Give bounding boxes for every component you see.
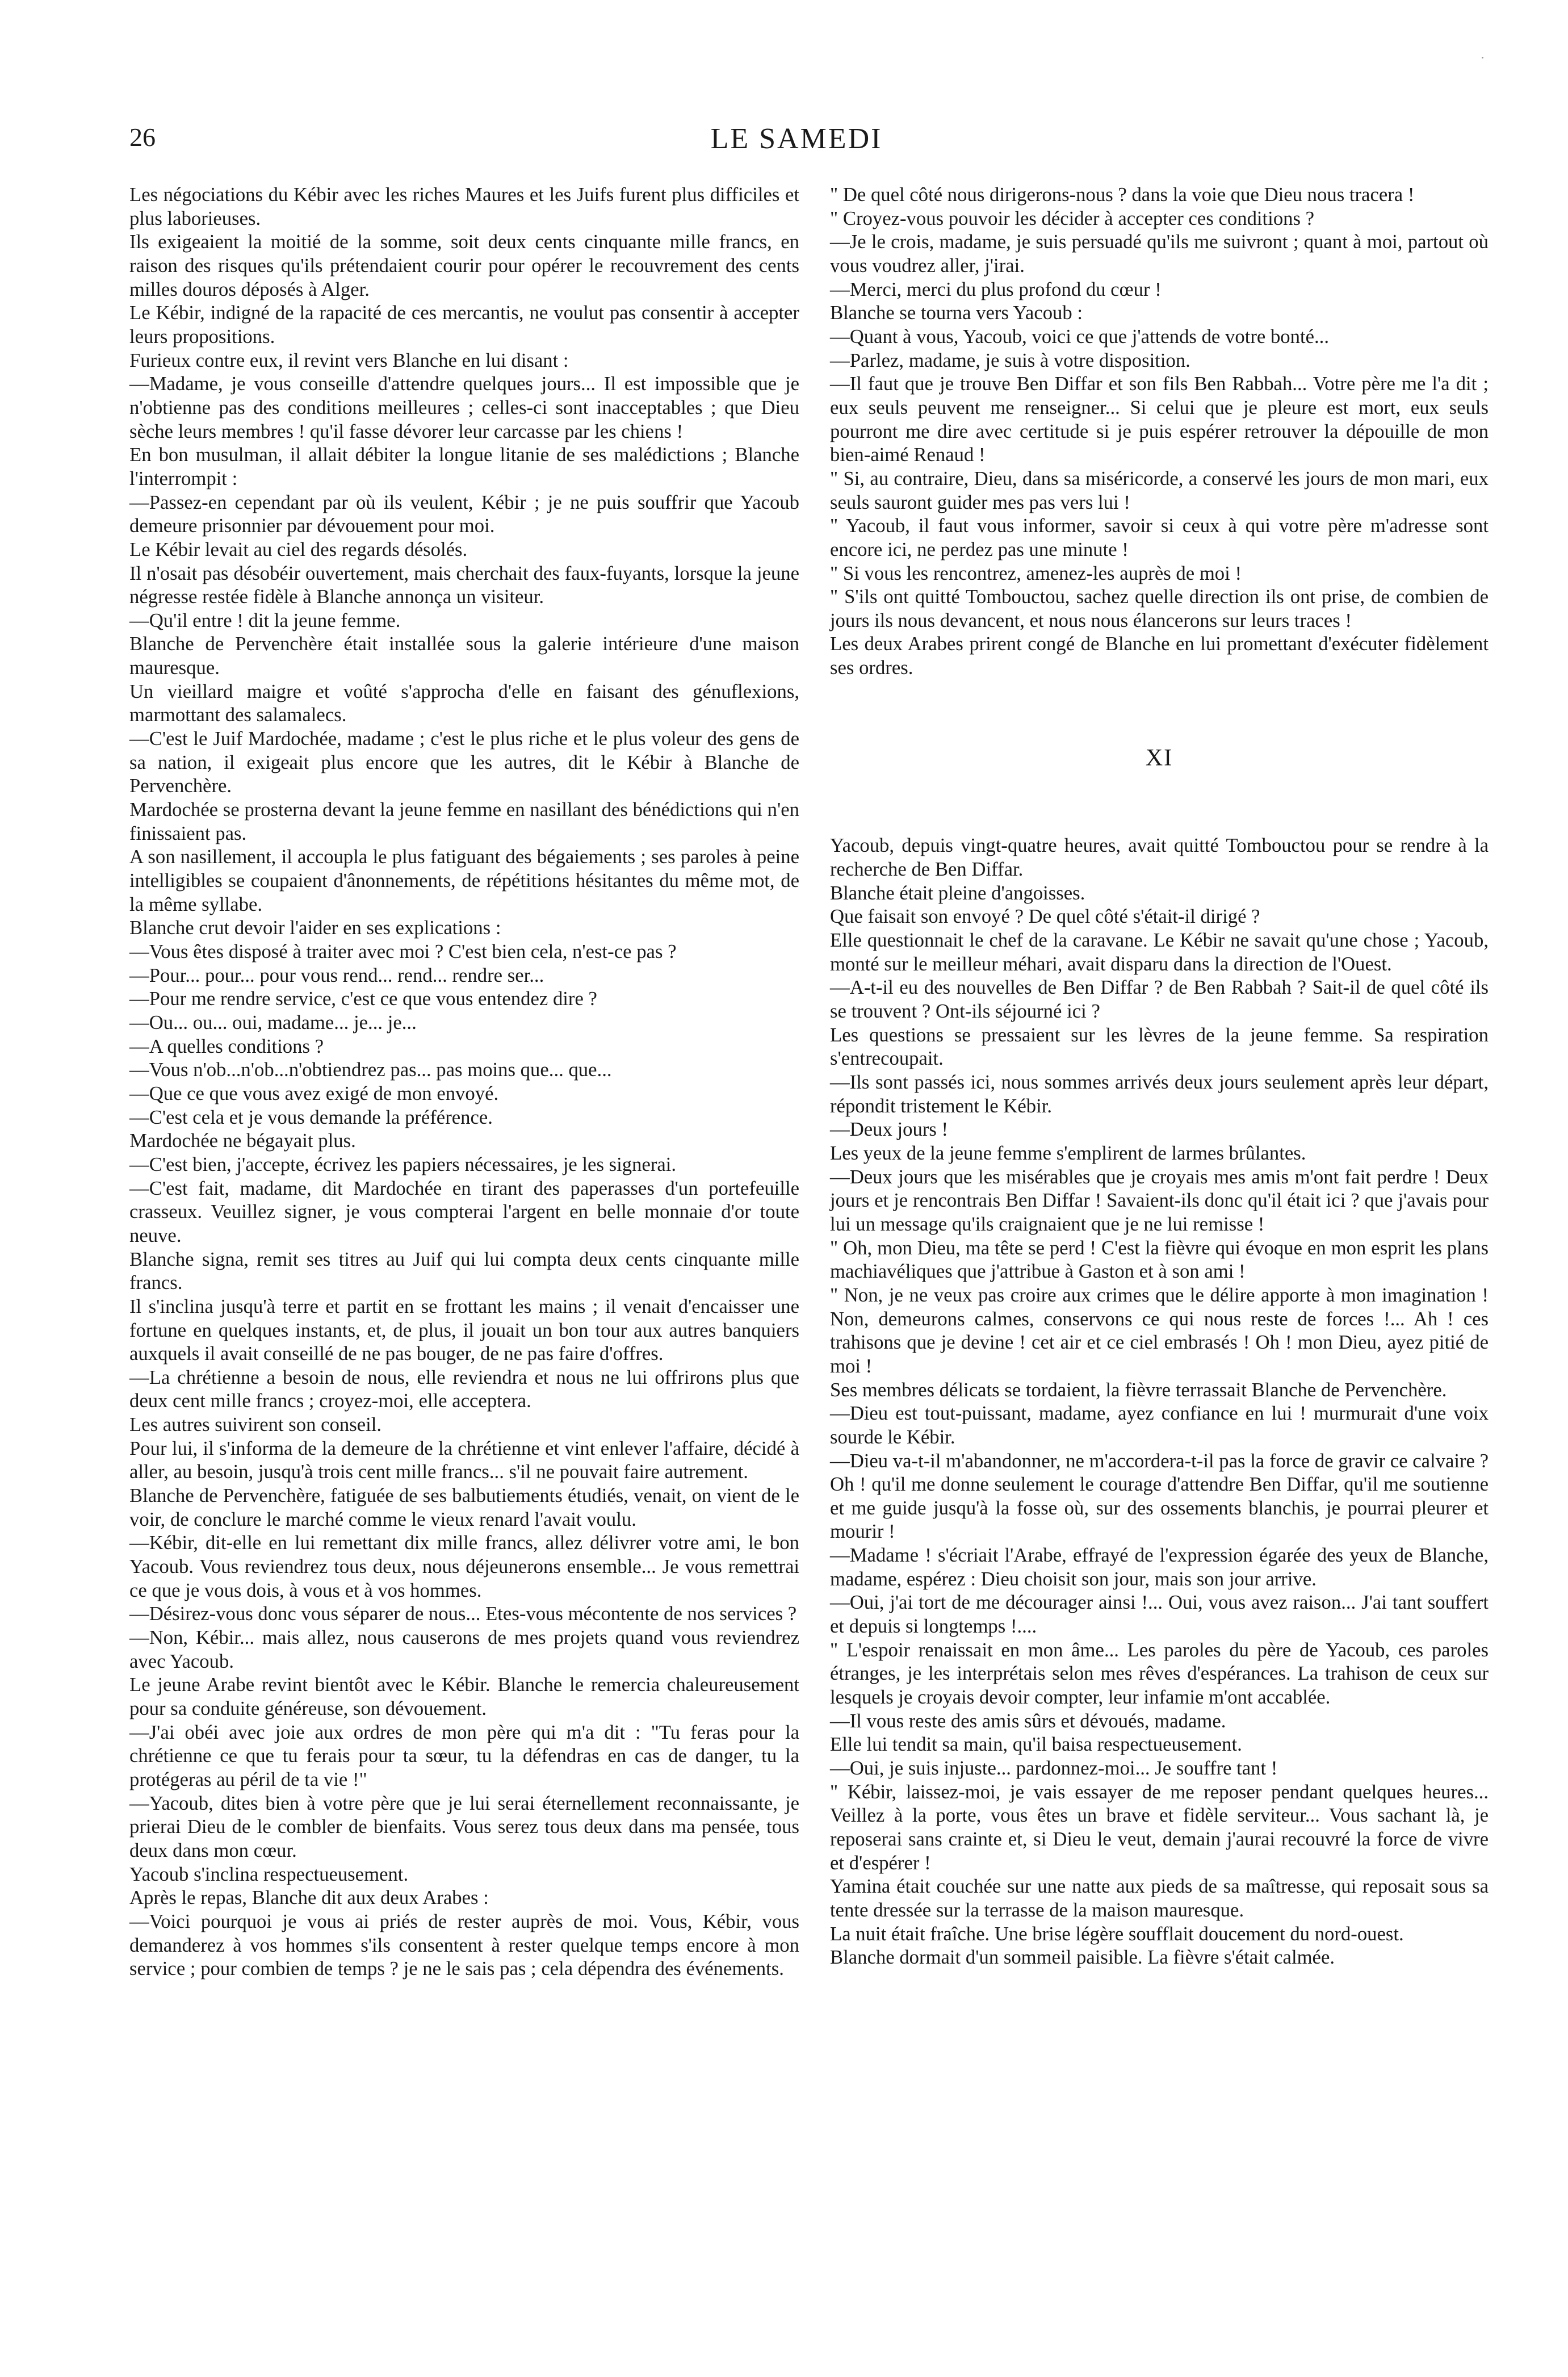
paragraph: " De quel côté nous dirigerons-nous ? dans la voie que Dieu nous tracera !	[830, 183, 1415, 206]
paragraph: —Ou... ou... oui, madame... je... je...	[129, 1011, 417, 1033]
paragraph: Yamina était couchée sur une natte aux pieds de sa maîtresse, qui reposait sous sa tente dressée sur la terrasse de la maison mauresque.	[830, 1875, 1489, 1921]
paragraph: —Parlez, madame, je suis à votre disposition.	[830, 349, 1190, 371]
paragraph: —Pour... pour... pour vous rend... rend... rendre ser...	[129, 964, 544, 986]
paragraph: Mardochée se prosterna devant la jeune femme en nasillant des bénédictions qui n'en finissaient pas.	[129, 798, 799, 844]
paragraph: —Yacoub, dites bien à votre père que je lui serai éternellement reconnaissante, je prierai Dieu de le combler de bienfaits. Vous serez tous deux dans ma pensée, tous deux dans mon cœur.	[129, 1792, 799, 1861]
paragraph: —Deux jours que les misérables que je croyais mes amis m'ont fait perdre ! Deux jours et je rencontrais Ben Diffar ! Savaient-ils donc qu'il était ici ? que j'avais pour lui un message qu'ils craignaient que je ne lui remisse !	[830, 1165, 1489, 1235]
paragraph: A son nasillement, il accoupla le plus fatiguant des bégaiements ; ses paroles à peine intelligibles se coupaient d'ânonnements, de répétitions hésitantes du même mot, de la même syllabe.	[129, 846, 799, 915]
paragraph: " Yacoub, il faut vous informer, savoir si ceux à qui votre père m'adresse sont encore ici, ne perdez pas une minute !	[830, 514, 1489, 560]
paragraph: Il s'inclina jusqu'à terre et partit en se frottant les mains ; il venait d'encaisser une fortune en quelques instants, et, de plus, il jouait un bon tour aux autres banquiers auxquels il avait conseillé de ne pas bouger, de ne pas faire d'offres.	[129, 1295, 799, 1365]
paragraph: —Quant à vous, Yacoub, voici ce que j'attends de votre bonté...	[830, 325, 1330, 348]
paragraph: —J'ai obéi avec joie aux ordres de mon père qui m'a dit : "Tu feras pour la chrétienne ce que tu ferais pour ta sœur, tu la défendras en cas de danger, tu la protégeras au péril de ta vie !"	[129, 1721, 799, 1790]
paragraph: Mardochée ne bégayait plus.	[129, 1129, 356, 1152]
paragraph: Après le repas, Blanche dit aux deux Arabes :	[129, 1886, 489, 1909]
paragraph: Blanche crut devoir l'aider en ses explications :	[129, 917, 501, 939]
paragraph: —C'est bien, j'accepte, écrivez les papiers nécessaires, je les signerai.	[129, 1153, 677, 1175]
page-number: 26	[129, 123, 156, 152]
paragraph: " Croyez-vous pouvoir les décider à accepter ces conditions ?	[830, 207, 1315, 229]
paragraph: La nuit était fraîche. Une brise légère soufflait doucement du nord-ouest.	[830, 1922, 1404, 1945]
paragraph: " Si, au contraire, Dieu, dans sa miséricorde, a conservé les jours de mon mari, eux seuls sauront guider mes pas vers lui !	[830, 467, 1489, 513]
paragraph: —C'est cela et je vous demande la préférence.	[129, 1106, 493, 1128]
paragraph: " S'ils ont quitté Tombouctou, sachez quelle direction ils ont prise, de combien de jours ils nous devancent, et nous nous élancerons sur leurs traces !	[830, 585, 1489, 631]
paragraph: " Si vous les rencontrez, amenez-les auprès de moi !	[830, 562, 1242, 584]
paragraph: —Oui, je suis injuste... pardonnez-moi... Je souffre tant !	[830, 1757, 1278, 1780]
paragraph: —Qu'il entre ! dit la jeune femme.	[129, 609, 401, 631]
paragraph: —Madame ! s'écriait l'Arabe, effrayé de l'expression égarée des yeux de Blanche, madame, espérez : Dieu choisit son jour, mais son jour arrive.	[830, 1544, 1489, 1590]
paragraph: —Désirez-vous donc vous séparer de nous... Etes-vous mécontente de nos services ?	[129, 1602, 797, 1625]
paragraph: Le Kébir, indigné de la rapacité de ces mercantis, ne voulut pas consentir à accepter leurs propositions.	[129, 302, 799, 348]
paragraph: Les yeux de la jeune femme s'emplirent de larmes brûlantes.	[830, 1141, 1306, 1164]
paragraph: " Oh, mon Dieu, ma tête se perd ! C'est la fièvre qui évoque en mon esprit les plans machiavéliques que j'attribue à Gaston et à son ami !	[830, 1236, 1489, 1283]
paragraph: —Dieu est tout-puissant, madame, ayez confiance en lui ! murmurait d'une voix sourde le Kébir.	[830, 1402, 1489, 1448]
paragraph: —Que ce que vous avez exigé de mon envoyé.	[129, 1082, 499, 1104]
paragraph: —C'est le Juif Mardochée, madame ; c'est le plus riche et le plus voleur des gens de sa nation, il exigeait plus encore que les autres, dit le Kébir à Blanche de Pervenchère.	[129, 727, 799, 797]
left-column	[129, 183, 799, 1981]
paragraph: Blanche était pleine d'angoisses.	[830, 881, 1085, 904]
paragraph: Blanche se tourna vers Yacoub :	[830, 302, 1083, 324]
paragraph: " Kébir, laissez-moi, je vais essayer de me reposer pendant quelques heures... Veillez à la porte, vous êtes un brave et fidèle serviteur... Vous sachant là, je reposerai sans crainte et, si Dieu le veut, demain j'aurai recouvré la force de vivre et d'espérer !	[830, 1780, 1489, 1874]
paragraph: Blanche dormait d'un sommeil paisible. La fièvre s'était calmée.	[830, 1946, 1335, 1969]
paragraph: Que faisait son envoyé ? De quel côté s'était-il dirigé ?	[830, 905, 1260, 928]
paragraph: Yacoub, depuis vingt-quatre heures, avait quitté Tombouctou pour se rendre à la recherche de Ben Diffar.	[830, 834, 1489, 881]
paragraph: —Oui, j'ai tort de me décourager ainsi !... Oui, vous avez raison... J'ai tant souffert et depuis si longtemps !....	[830, 1591, 1489, 1638]
paragraph: —Merci, merci du plus profond du cœur !	[830, 278, 1162, 300]
paragraph: —Dieu va-t-il m'abandonner, ne m'accordera-t-il pas la force de gravir ce calvaire ? Oh ! qu'il me donne seulement le courage d'attendre Ben Diffar, qu'il me soutienne et me guide jusqu'à la fosse où, sur des ossements blanchis, je pourrai pleurer et mourir !	[830, 1449, 1489, 1543]
paragraph: Blanche de Pervenchère était installée sous la galerie intérieure d'une maison mauresque.	[129, 633, 799, 679]
paragraph: —Voici pourquoi je vous ai priés de rester auprès de moi. Vous, Kébir, vous demanderez à vos hommes s'ils consentent à rester quelque temps encore à mon service ; pour combien de temps ? je ne le sais pas ; cela dépendra des événements.	[129, 1910, 799, 1980]
paper-speck	[1482, 57, 1483, 58]
paragraph: " Non, je ne veux pas croire aux crimes que le délire apporte à mon imagination ! Non, demeurons calmes, conservons ce qui nous reste de forces !... Ah ! ces trahisons que je devine ! cet air et ce ciel embrasés ! Oh ! mon Dieu, ayez pitié de moi !	[830, 1283, 1489, 1377]
paragraph: Il n'osait pas désobéir ouvertement, mais cherchait des faux-fuyants, lorsque la jeune négresse restée fidèle à Blanche annonça un visiteur.	[129, 562, 799, 608]
paragraph: Les questions se pressaient sur les lèvres de la jeune femme. Sa respiration s'entrecoupait.	[830, 1023, 1489, 1070]
paragraph: Elle questionnait le chef de la caravane. Le Kébir ne savait qu'une chose ; Yacoub, monté sur le meilleur méhari, avait disparu dans la direction de l'Ouest.	[830, 929, 1489, 975]
paragraph: Blanche signa, remit ses titres au Juif qui lui compta deux cents cinquante mille francs.	[129, 1248, 799, 1294]
paragraph: —La chrétienne a besoin de nous, elle reviendra et nous ne lui offrirons plus que deux cent mille francs ; croyez-moi, elle acceptera.	[129, 1366, 799, 1412]
paragraph: —Vous n'ob...n'ob...n'obtiendrez pas... pas moins que... que...	[129, 1058, 612, 1081]
right-column-bottom-text	[830, 834, 1489, 1969]
paragraph: —Passez-en cependant par où ils veulent, Kébir ; je ne puis souffrir que Yacoub demeure prisonnier par dévouement pour moi.	[129, 491, 799, 537]
paragraph: Elle lui tendit sa main, qu'il baisa respectueusement.	[830, 1733, 1242, 1756]
page-header	[129, 122, 1464, 162]
running-title: LE SAMEDI	[710, 123, 883, 155]
paragraph: Ses membres délicats se tordaient, la fièvre terrassait Blanche de Pervenchère.	[830, 1378, 1447, 1401]
paragraph: —Madame, je vous conseille d'attendre quelques jours... Il est impossible que je n'obtienne pas des conditions meilleures ; celles-ci sont inacceptables ; que Dieu sèche leurs membres ! qu'il fasse dévorer leur carcasse par les chiens !	[129, 373, 799, 442]
paragraph: Les autres suivirent son conseil.	[129, 1413, 382, 1436]
paragraph: Furieux contre eux, il revint vers Blanche en lui disant :	[129, 349, 569, 371]
paragraph: Blanche de Pervenchère, fatiguée de ses balbutiements étudiés, venait, on vient de le voir, de conclure le marché comme le vieux renard l'avait voulu.	[129, 1484, 799, 1530]
paragraph: Un vieillard maigre et voûté s'approcha d'elle en faisant des génuflexions, marmottant des salamalecs.	[129, 680, 799, 726]
paragraph: —Non, Kébir... mais allez, nous causerons de mes projets quand vous reviendrez avec Yacoub.	[129, 1626, 799, 1672]
paragraph: —Deux jours !	[830, 1118, 949, 1141]
right-column-top-text	[830, 183, 1489, 680]
paragraph: Le jeune Arabe revint bientôt avec le Kébir. Blanche le remercia chaleureusement pour sa conduite généreuse, son dévouement.	[129, 1673, 799, 1719]
paragraph: —C'est fait, madame, dit Mardochée en tirant des paperasses d'un portefeuille crasseux. Veuillez signer, je vous compterai l'argent en belle monnaie d'or toute neuve.	[129, 1177, 799, 1246]
paragraph: Le Kébir levait au ciel des regards désolés.	[129, 538, 468, 560]
paragraph: " L'espoir renaissait en mon âme... Les paroles du père de Yacoub, ces paroles étranges, je les interprétais selon mes rêves d'espérances. La trahison de ceux sur lesquels je croyais devoir compter, leur infamie m'ont accablée.	[830, 1638, 1489, 1709]
paragraph: En bon musulman, il allait débiter la longue litanie de ses malédictions ; Blanche l'interrompit :	[129, 443, 799, 489]
paragraph: —Il faut que je trouve Ben Diffar et son fils Ben Rabbah... Votre père me l'a dit ; eux seuls peuvent me renseigner... Si celui que je pleure est mort, eux seuls pourront me dire avec certitude si je puis espérer retrouver la dépouille de mon bien-aimé Renaud !	[830, 373, 1489, 466]
chapter-heading: XI	[1145, 744, 1173, 771]
paragraph: Yacoub s'inclina respectueusement.	[129, 1863, 409, 1885]
paragraph: —Vous êtes disposé à traiter avec moi ? C'est bien cela, n'est-ce pas ?	[129, 940, 677, 962]
paragraph: —Pour me rendre service, c'est ce que vous entendez dire ?	[129, 987, 597, 1010]
paragraph: Les négociations du Kébir avec les riches Maures et les Juifs furent plus difficiles et plus laborieuses.	[129, 183, 799, 229]
paragraph: Les deux Arabes prirent congé de Blanche en lui promettant d'exécuter fidèlement ses ordres.	[830, 633, 1489, 679]
paragraph: Ils exigeaient la moitié de la somme, soit deux cents cinquante mille francs, en raison des risques qu'ils prétendaient courir pour opérer le recouvrement des cents milles douros déposés à Alger.	[129, 231, 799, 300]
paragraph: —Je le crois, madame, je suis persuadé qu'ils me suivront ; quant à moi, partout où vous voudrez aller, j'irai.	[830, 231, 1489, 277]
paragraph: —A quelles conditions ?	[129, 1035, 324, 1057]
right-column	[830, 183, 1489, 1969]
paragraph: Pour lui, il s'informa de la demeure de la chrétienne et vint enlever l'affaire, décidé à aller, au besoin, jusqu'à trois cent mille francs... s'il ne pouvait faire autrement.	[129, 1437, 799, 1483]
paragraph: —Il vous reste des amis sûrs et dévoués, madame.	[830, 1709, 1226, 1732]
paragraph: —Ils sont passés ici, nous sommes arrivés deux jours seulement après leur départ, répondit tristement le Kébir.	[830, 1071, 1489, 1117]
paragraph: —A-t-il eu des nouvelles de Ben Diffar ? de Ben Rabbah ? Sait-il de quel côté ils se trouvent ? Ont-ils séjourné ici ?	[830, 976, 1489, 1023]
paragraph: —Kébir, dit-elle en lui remettant dix mille francs, allez délivrer votre ami, le bon Yacoub. Vous reviendrez tous deux, nous déjeunerons ensemble... Je vous remettrai ce que je vous dois, à vous et à vos hommes.	[129, 1531, 799, 1601]
